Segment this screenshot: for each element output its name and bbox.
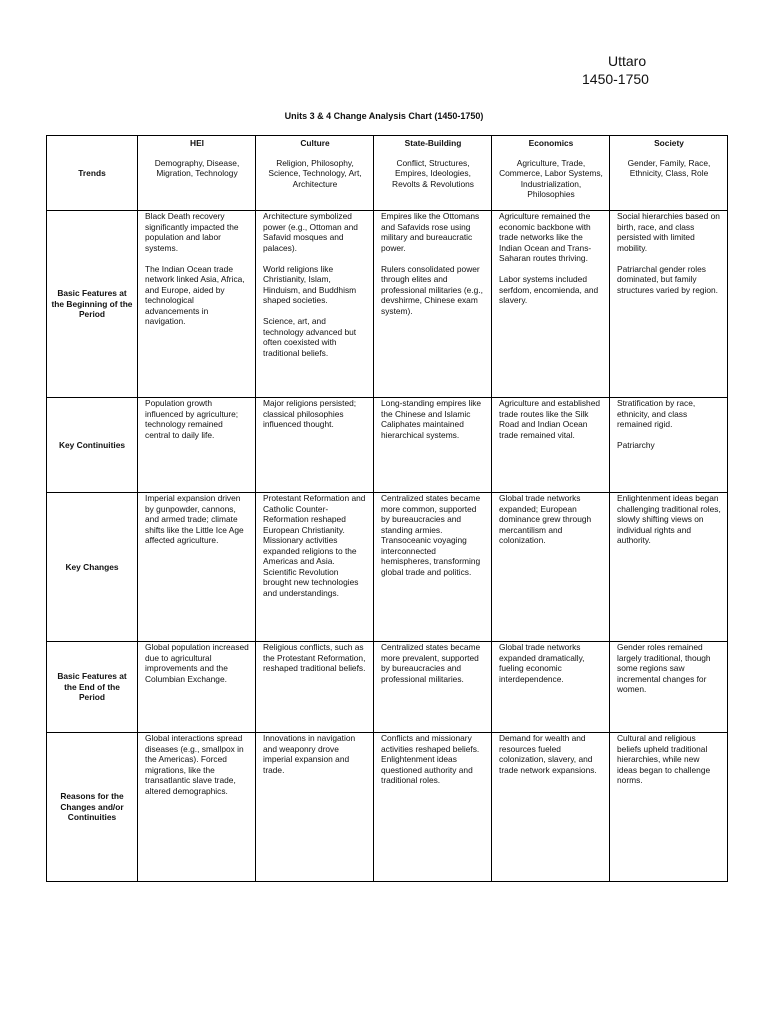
- cell-text: Gender roles remained largely traditional, though some regions saw incremental changes for women.: [617, 642, 711, 694]
- change-analysis-table: [46, 135, 728, 882]
- table-cell-culture: [256, 211, 374, 398]
- table-cell-state-building: [374, 398, 492, 493]
- table-row-beginning: [47, 211, 728, 398]
- table-cell-hei: [138, 642, 256, 733]
- column-header-culture: [256, 136, 374, 211]
- cell-text: Conflicts and missionary activities reshaped beliefs. Enlightenment ideas questioned authority and traditional roles.: [381, 733, 480, 785]
- table-cell-economics: [492, 398, 610, 493]
- table-cell-society: [610, 493, 728, 642]
- cell-text: Global trade networks expanded; European dominance grew through mercantilism and colonization.: [499, 493, 592, 545]
- cell-text: Religious conflicts, such as the Protestant Reformation, reshaped traditional beliefs.: [263, 642, 366, 673]
- document-title: Units 3 & 4 Change Analysis Chart (1450-1750): [284, 111, 484, 121]
- table-cell-economics: [492, 733, 610, 882]
- table-cell-economics: [492, 642, 610, 733]
- cell-text: Social hierarchies based on birth, race, and class persisted with limited mobility. Patriarchal gender roles dominated, but family structures varied by region.: [617, 211, 720, 295]
- column-header-state-building: [374, 136, 492, 211]
- table-row-end: [47, 642, 728, 733]
- table-cell-hei: [138, 493, 256, 642]
- table-row-changes: [47, 493, 728, 642]
- column-header-label: Culture: [300, 138, 330, 148]
- table-cell-economics: [492, 211, 610, 398]
- period-label: 1450-1750: [582, 71, 649, 87]
- column-header-label: Society: [654, 138, 684, 148]
- row-header: Key Continuities: [47, 398, 138, 493]
- cell-text: Agriculture remained the economic backbone with trade networks like the Indian Ocean and Trans-Saharan routes thriving. Labor systems included serfdom, encomienda, and slavery.: [499, 211, 599, 305]
- table-row-continuities: [47, 398, 728, 493]
- cell-text: Long-standing empires like the Chinese and Islamic Caliphates maintained hierarchical systems.: [381, 398, 482, 440]
- cell-text: Black Death recovery significantly impacted the population and labor systems. The Indian Ocean trade network linked Asia, Africa, and Europe, aided by technological advancements in navigation.: [145, 211, 245, 326]
- row-header: Key Changes: [47, 493, 138, 642]
- table-cell-state-building: [374, 493, 492, 642]
- cell-text: Population growth influenced by agriculture; technology remained central to daily life.: [145, 398, 239, 440]
- cell-text: Architecture symbolized power (e.g., Ottoman and Safavid mosques and palaces). World religions like Christianity, Islam, Hinduism, and Buddhism shaped societies. Science, art, and technology advanced but often coexisted with traditional beliefs.: [263, 211, 358, 358]
- cell-text: Centralized states became more common, supported by bureaucracies and standing armies. Transoceanic voyaging interconnected hemispheres, transforming global trade and politics.: [381, 493, 481, 577]
- cell-text: Stratification by race, ethnicity, and class remained rigid. Patriarchy: [617, 398, 696, 450]
- cell-text: Enlightenment ideas began challenging traditional roles, slowly shifting views on individual rights and authority.: [617, 493, 721, 545]
- column-header-subtitle: Gender, Family, Race, Ethnicity, Class, Role: [627, 157, 711, 178]
- cell-text: Imperial expansion driven by gunpowder, cannons, and armed trade; climate shifts like the Little Ice Age affected agriculture.: [145, 493, 244, 545]
- cell-text: Global interactions spread diseases (e.g., smallpox in the Americas). Forced migrations, like the transatlantic slave trade, altered demographics.: [145, 733, 244, 796]
- table-cell-culture: [256, 493, 374, 642]
- row-header: Reasons for the Changes and/or Continuities: [47, 733, 138, 882]
- table-cell-hei: [138, 398, 256, 493]
- cell-text: Global population increased due to agricultural improvements and the Columbian Exchange.: [145, 642, 249, 684]
- table-cell-society: [610, 398, 728, 493]
- table-cell-society: [610, 642, 728, 733]
- table-cell-culture: [256, 642, 374, 733]
- column-header-label: HEI: [190, 138, 204, 148]
- column-header-subtitle: Demography, Disease, Migration, Technology: [154, 157, 240, 178]
- cell-text: Cultural and religious beliefs upheld traditional hierarchies, while new ideas began to challenge norms.: [617, 733, 711, 785]
- table-cell-hei: [138, 211, 256, 398]
- column-header-subtitle: Religion, Philosophy, Science, Technology, Art, Architecture: [268, 157, 362, 189]
- author-name: Uttaro: [608, 53, 647, 69]
- table-row-reasons: [47, 733, 728, 882]
- cell-text: Agriculture and established trade routes like the Silk Road and Indian Ocean trade remained vital.: [499, 398, 601, 440]
- row-header: Basic Features at the End of the Period: [47, 642, 138, 733]
- table-cell-society: [610, 733, 728, 882]
- table-cell-economics: [492, 493, 610, 642]
- row-header: Basic Features at the Beginning of the Period: [47, 211, 138, 398]
- cell-text: Empires like the Ottomans and Safavids rose using military and bureaucratic power. Rulers consolidated power through elites and professional militaries (e.g., devshirme, Chinese exam system).: [381, 211, 483, 316]
- column-header-society: [610, 136, 728, 211]
- column-header-subtitle: Conflict, Structures, Empires, Ideologies, Revolts & Revolutions: [392, 157, 474, 189]
- cell-text: Global trade networks expanded dramatically, fueling economic interdependence.: [499, 642, 585, 684]
- table-cell-state-building: [374, 642, 492, 733]
- table-cell-state-building: [374, 211, 492, 398]
- table-cell-culture: [256, 733, 374, 882]
- cell-text: Demand for wealth and resources fueled colonization, slavery, and trade network expansions.: [499, 733, 597, 775]
- column-header-hei: [138, 136, 256, 211]
- cell-text: Major religions persisted; classical philosophies influenced thought.: [263, 398, 357, 429]
- table-header-row: [47, 136, 728, 211]
- cell-text: Protestant Reformation and Catholic Counter-Reformation reshaped European Christianity. Missionary activities expanded religions to the Americas and Asia. Scientific Revolution brought new technologies and understandings.: [263, 493, 366, 598]
- column-header-label: Economics: [528, 138, 574, 148]
- table-cell-society: [610, 211, 728, 398]
- column-header-label: State-Building: [404, 138, 462, 148]
- column-header-trends: Trends: [47, 136, 138, 211]
- cell-text: Innovations in navigation and weaponry drove imperial expansion and trade.: [263, 733, 356, 775]
- table-cell-state-building: [374, 733, 492, 882]
- table-cell-culture: [256, 398, 374, 493]
- cell-text: Centralized states became more prevalent, supported by bureaucracies and professional militaries.: [381, 642, 481, 684]
- column-header-economics: [492, 136, 610, 211]
- column-header-subtitle: Agriculture, Trade, Commerce, Labor Systems, Industrialization, Philosophies: [499, 157, 603, 199]
- table-cell-hei: [138, 733, 256, 882]
